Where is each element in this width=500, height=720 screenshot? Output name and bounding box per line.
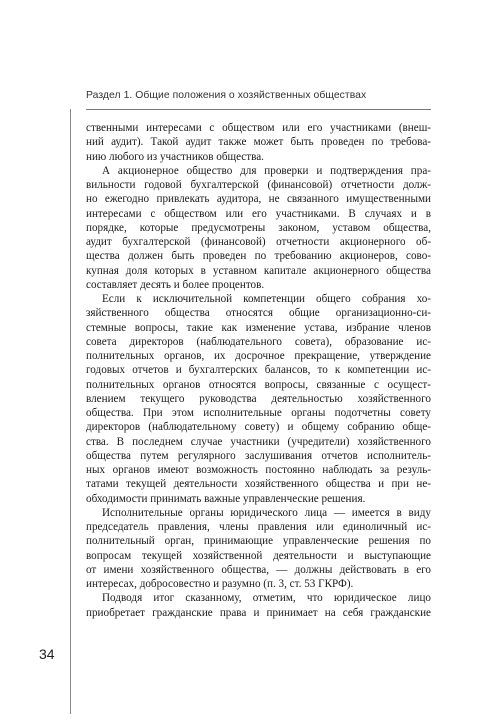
text-line: ний аудит). Такой аудит также может быть проведен по требова- <box>86 136 431 149</box>
text-line: ственными интересами с обществом или его участниками (внеш- <box>86 122 431 134</box>
text-line: Если к исключительной компетенции общего собрания хо- <box>102 293 431 305</box>
text-line: составляет десять и более процентов. <box>86 278 265 291</box>
body-text <box>86 121 431 620</box>
text-line: полнительных органов, их досрочное прекращение, утверждение <box>86 350 431 362</box>
text-line: вильности годовой бухгалтерской (финансовой) отчетности долж- <box>86 179 431 191</box>
text-line: влением текущего руководства деятельностью хозяйственного <box>86 392 431 405</box>
text-line: стемные вопросы, такие как изменение устава, избрание членов <box>86 321 431 334</box>
text-line: щества должен быть проведен по требованию акционеров, сово- <box>86 250 431 263</box>
margin-divider <box>70 109 71 714</box>
text-line: купная доля которых в уставном капитале акционерного общества <box>86 264 431 277</box>
text-line: приобретает гражданские права и принимает на себя гражданские <box>86 606 431 619</box>
text-line: ства. В последнем случае участники (учредители) хозяйственного <box>86 435 431 448</box>
text-line: общества путем регулярного заслушивания отчетов исполнитель- <box>86 449 431 462</box>
text-line: интересами с обществом или его участниками. В случаях и в <box>86 207 431 220</box>
text-line: нию любого из участников общества. <box>86 150 264 163</box>
page-number: 34 <box>39 646 55 662</box>
text-line: Подводя итог сказанному, отметим, что юридическое лицо <box>102 592 431 605</box>
text-line: аудит бухгалтерской (финансовой) отчетности акционерного об- <box>86 236 431 248</box>
text-line: но ежегодно привлекать аудитора, не связанного имущественными <box>86 193 431 206</box>
text-line: председатель правления, члены правления или единоличный ис- <box>86 521 431 533</box>
text-line: совета директоров (наблюдательного совета), образование ис- <box>86 335 431 348</box>
header-divider <box>86 109 431 110</box>
text-line: общества. При этом исполнительные органы подотчетны совету <box>86 407 431 419</box>
running-header: Раздел 1. Общие положения о хозяйственных обществах <box>86 90 367 101</box>
text-line: полнительных органов относятся вопросы, связанные с осущест- <box>86 378 431 391</box>
text-line: зяйственного общества относятся общие организационно-си- <box>86 307 431 320</box>
text-line: татами текущей деятельности хозяйственного общества и при не- <box>86 478 431 491</box>
text-line: интересах, добросовестно и разумно (п. 3, ст. 53 ГКРФ). <box>86 578 354 590</box>
text-line: А акционерное общество для проверки и подтверждения пра- <box>102 164 431 177</box>
text-line: обходимости принимать важные управленческие решения. <box>86 492 366 505</box>
text-line: директоров (наблюдательному совету) и общему собранию обще- <box>86 421 431 434</box>
text-line: полнительный орган, принимающие управленческие решения по <box>86 535 431 548</box>
text-line: вопросам текущей хозяйственной деятельности и выступающие <box>86 549 431 562</box>
text-line: от имени хозяйственного общества, — должны действовать в его <box>86 563 431 576</box>
text-line: Исполнительные органы юридического лица — имеется в виду <box>102 506 431 519</box>
text-line: ных органов имеют возможность постоянно наблюдать за резуль- <box>86 464 431 476</box>
text-line: годовых отчетов и бухгалтерских балансов, то к компетенции ис- <box>86 364 431 377</box>
text-line: порядке, которые предусмотрены законом, уставом общества, <box>86 221 431 234</box>
